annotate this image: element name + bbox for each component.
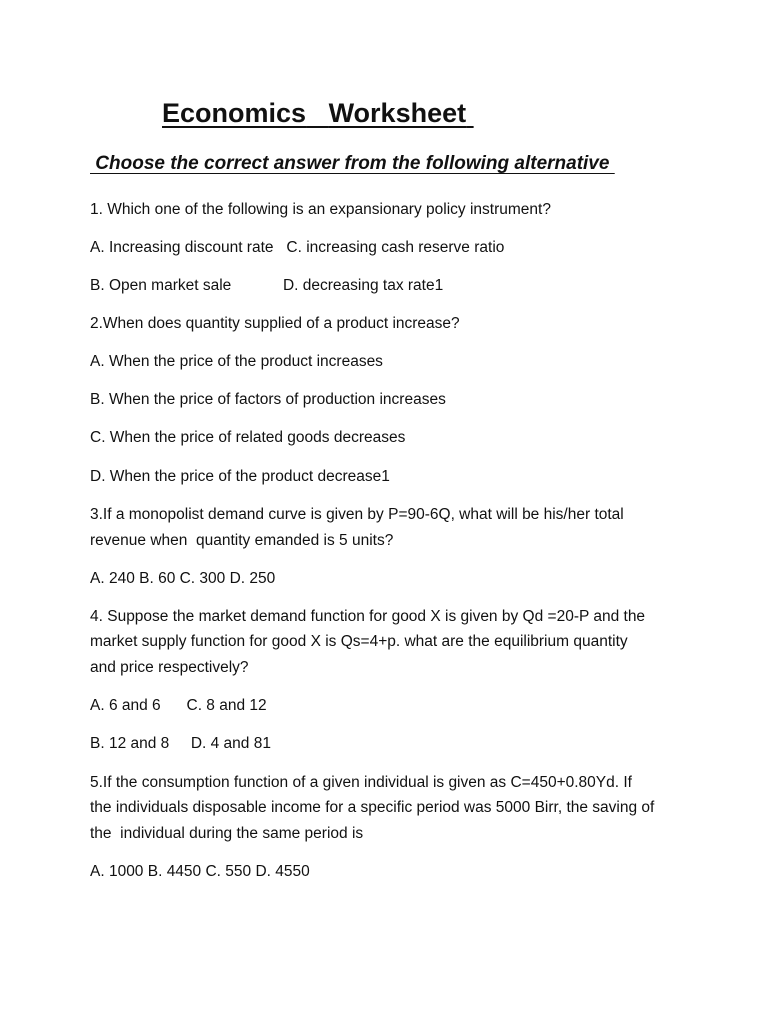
question-2-option-b: B. When the price of factors of production increases [90, 391, 446, 408]
question-5-stem-line-1: 5.If the consumption function of a given individual is given as C=450+0.80Yd. If [90, 774, 632, 791]
question-2-option-a: A. When the price of the product increases [90, 353, 383, 370]
title-word-economics: Economics [162, 98, 307, 128]
question-5-options: A. 1000 B. 4450 C. 550 D. 4550 [90, 863, 310, 880]
question-3-stem-line-1: 3.If a monopolist demand curve is given by P=90-6Q, what will be his/her total [90, 506, 624, 523]
question-4-stem-line-3: and price respectively? [90, 659, 249, 676]
instruction-text: Choose the correct answer from the following alternative [90, 153, 615, 174]
question-1-options-row-1: A. Increasing discount rate C. increasing cash reserve ratio [90, 239, 505, 256]
question-5-stem-line-3: the individual during the same period is [90, 825, 364, 842]
page-title [162, 95, 474, 131]
question-5-stem-line-2: the individuals disposable income for a specific period was 5000 Birr, the saving of [90, 799, 655, 816]
question-4-options-row-2: B. 12 and 8 D. 4 and 81 [90, 735, 271, 752]
question-2-option-d: D. When the price of the product decrease1 [90, 468, 390, 485]
question-1-options-row-2: B. Open market sale D. decreasing tax rate1 [90, 277, 444, 294]
question-4-options-row-1: A. 6 and 6 C. 8 and 12 [90, 697, 267, 714]
question-4-stem-line-2: market supply function for good X is Qs=4+p. what are the equilibrium quantity [90, 633, 628, 650]
question-2-stem: 2.When does quantity supplied of a product increase? [90, 315, 460, 332]
question-4-stem-line-1: 4. Suppose the market demand function for good X is given by Qd =20-P and the [90, 608, 646, 625]
question-2-option-c: C. When the price of related goods decreases [90, 429, 406, 446]
title-word-worksheet: Worksheet [328, 98, 467, 128]
question-3-options: A. 240 B. 60 C. 300 D. 250 [90, 570, 276, 587]
question-3-stem-line-2: revenue when quantity emanded is 5 units? [90, 532, 394, 549]
question-1-stem: 1. Which one of the following is an expansionary policy instrument? [90, 201, 551, 218]
